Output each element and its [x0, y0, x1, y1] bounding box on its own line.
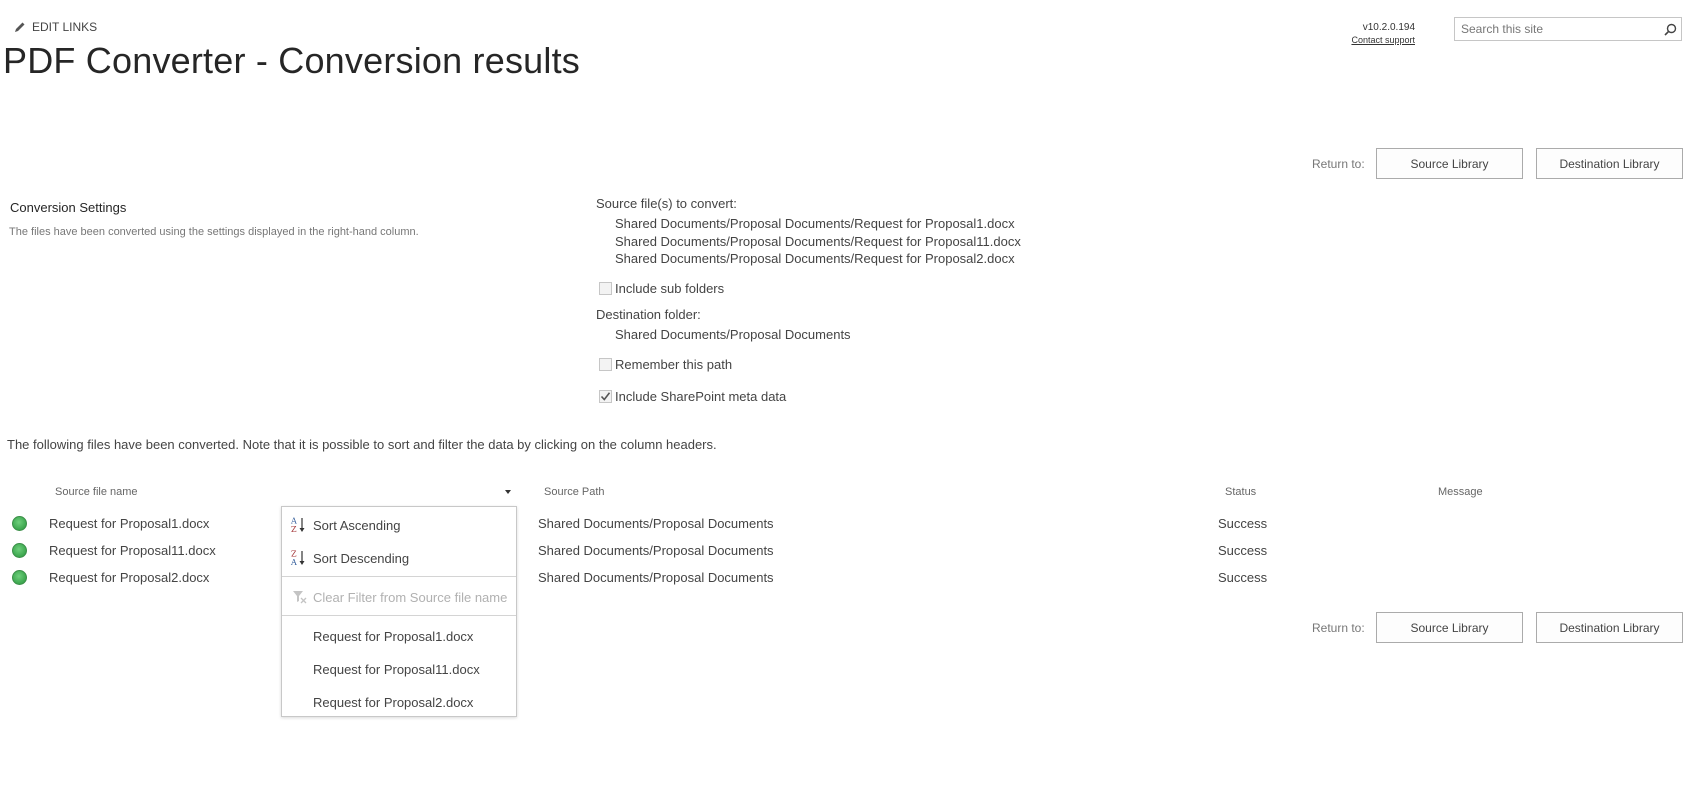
return-to-label: Return to:: [1312, 157, 1365, 171]
menu-divider: [282, 615, 516, 616]
column-menu-arrow-icon[interactable]: [505, 490, 511, 494]
sort-ascending-item[interactable]: [282, 510, 516, 540]
svg-text:A: A: [290, 558, 297, 567]
row-file-name: Request for Proposal11.docx: [49, 543, 216, 558]
row-source-path: Shared Documents/Proposal Documents: [538, 543, 774, 558]
search-input[interactable]: [1455, 18, 1659, 40]
source-file-item: Shared Documents/Proposal Documents/Request for Proposal2.docx: [615, 251, 1015, 266]
column-header-source-file-name[interactable]: Source file name: [55, 486, 138, 498]
source-files-label: Source file(s) to convert:: [596, 196, 737, 211]
include-meta-row: [599, 389, 786, 404]
source-library-button-bottom[interactable]: Source Library: [1376, 612, 1523, 643]
clear-filter-item[interactable]: [282, 582, 516, 612]
include-meta-label: Include SharePoint meta data: [615, 389, 787, 404]
source-file-item: Shared Documents/Proposal Documents/Request for Proposal11.docx: [615, 234, 1021, 249]
results-intro: The following files have been converted. Note that it is possible to sort and filter the data by clicking on the column headers.: [7, 437, 717, 452]
row-source-path: Shared Documents/Proposal Documents: [538, 516, 774, 531]
settings-title: Conversion Settings: [10, 200, 127, 215]
menu-divider: [282, 576, 516, 577]
include-sub-folders-row: [599, 281, 724, 296]
sort-descending-label: Sort Descending: [313, 550, 410, 566]
row-status: Success: [1218, 570, 1268, 585]
column-header-source-path[interactable]: Source Path: [544, 486, 605, 498]
filter-value-item[interactable]: [282, 687, 516, 717]
include-sub-folders-label: Include sub folders: [615, 281, 725, 296]
destination-library-button-bottom[interactable]: Destination Library: [1536, 612, 1683, 643]
source-file-item: Shared Documents/Proposal Documents/Request for Proposal1.docx: [615, 216, 1015, 231]
sort-ascending-label: Sort Ascending: [313, 517, 401, 533]
include-meta-checkbox[interactable]: [599, 390, 612, 403]
filter-value-item[interactable]: [282, 654, 516, 684]
return-to-label-bottom: Return to:: [1312, 621, 1365, 635]
row-file-name: Request for Proposal2.docx: [49, 570, 210, 585]
filter-value-item[interactable]: [282, 621, 516, 651]
filter-value-label: Request for Proposal1.docx: [313, 628, 474, 644]
svg-text:A: A: [290, 516, 297, 526]
status-success-icon: [12, 516, 27, 531]
search-box: [1454, 17, 1682, 41]
destination-library-button[interactable]: Destination Library: [1536, 148, 1683, 179]
status-success-icon: [12, 543, 27, 558]
destination-folder-path: Shared Documents/Proposal Documents: [615, 327, 851, 342]
version-label: v10.2.0.194: [1362, 22, 1415, 33]
sort-ascending-icon: [282, 516, 313, 534]
filter-value-label: Request for Proposal11.docx: [313, 661, 480, 677]
edit-links-button[interactable]: [14, 20, 97, 34]
svg-text:Z: Z: [290, 549, 297, 559]
row-file-name: Request for Proposal1.docx: [49, 516, 210, 531]
destination-folder-label: Destination folder:: [596, 307, 701, 322]
include-sub-folders-checkbox[interactable]: [599, 282, 612, 295]
search-icon[interactable]: [1659, 18, 1681, 40]
filter-value-label: Request for Proposal2.docx: [313, 694, 474, 710]
edit-links-label: EDIT LINKS: [32, 20, 98, 34]
row-source-path: Shared Documents/Proposal Documents: [538, 570, 774, 585]
sort-descending-icon: [282, 549, 313, 567]
column-header-status[interactable]: Status: [1225, 486, 1257, 498]
status-success-icon: [12, 570, 27, 585]
pencil-icon: [14, 21, 26, 33]
remember-path-row: [599, 357, 732, 372]
column-filter-menu: [281, 506, 517, 717]
svg-text:Z: Z: [290, 525, 297, 534]
remember-path-label: Remember this path: [615, 357, 733, 372]
remember-path-checkbox[interactable]: [599, 358, 612, 371]
contact-support-link[interactable]: Contact support: [1351, 35, 1415, 45]
clear-filter-label: Clear Filter from Source file name: [313, 589, 508, 605]
row-status: Success: [1218, 543, 1268, 558]
sort-descending-item[interactable]: [282, 543, 516, 573]
clear-filter-icon: [282, 590, 313, 604]
column-header-message[interactable]: Message: [1438, 486, 1483, 498]
page-title: PDF Converter - Conversion results: [3, 40, 580, 81]
source-library-button[interactable]: Source Library: [1376, 148, 1523, 179]
row-status: Success: [1218, 516, 1268, 531]
settings-description: The files have been converted using the settings displayed in the right-hand column.: [9, 226, 419, 238]
checkmark-icon: [600, 391, 611, 402]
